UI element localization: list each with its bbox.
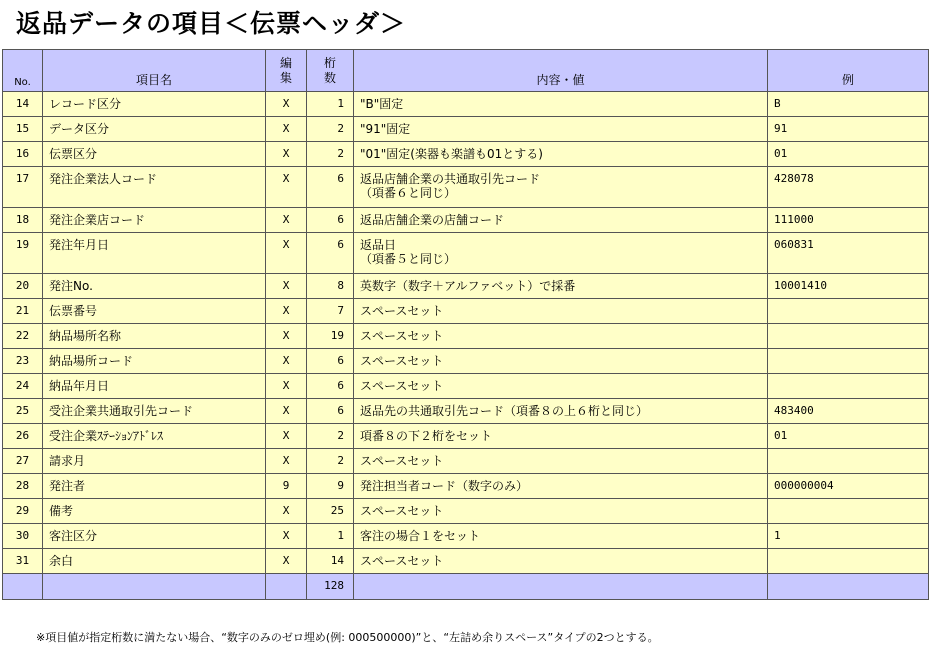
cell-item-name: 受注企業共通取引先コード <box>43 399 266 424</box>
cell-example: 000000004 <box>768 474 929 499</box>
cell-example <box>768 449 929 474</box>
cell-no: 17 <box>3 167 43 208</box>
header-item-name: 項目名 <box>43 50 266 92</box>
cell-item-name: 納品場所名称 <box>43 324 266 349</box>
cell-edit: X <box>266 92 307 117</box>
cell-edit: X <box>266 499 307 524</box>
table-row <box>3 167 929 208</box>
cell-no: 30 <box>3 524 43 549</box>
cell-edit: X <box>266 274 307 299</box>
table-row <box>3 474 929 499</box>
cell-item-name: 客注区分 <box>43 524 266 549</box>
cell-edit: X <box>266 449 307 474</box>
cell-item-name: 備考 <box>43 499 266 524</box>
total-row <box>3 574 929 600</box>
cell-digits: 6 <box>307 374 354 399</box>
table-row <box>3 399 929 424</box>
cell-example <box>768 324 929 349</box>
cell-digits: 6 <box>307 233 354 274</box>
cell-digits: 1 <box>307 524 354 549</box>
table-row <box>3 524 929 549</box>
cell-example <box>768 374 929 399</box>
header-digits: 桁 数 <box>307 50 354 92</box>
cell-no: 29 <box>3 499 43 524</box>
cell-example: 060831 <box>768 233 929 274</box>
table-row <box>3 374 929 399</box>
cell-content: スペースセット <box>354 299 768 324</box>
cell-no: 25 <box>3 399 43 424</box>
table-row <box>3 142 929 167</box>
cell-example: 01 <box>768 424 929 449</box>
table-row <box>3 208 929 233</box>
field-table <box>2 49 929 600</box>
cell-content: 英数字（数字＋アルファベット）で採番 <box>354 274 768 299</box>
table-row <box>3 349 929 374</box>
header-content: 内容・値 <box>354 50 768 92</box>
header-edit: 編 集 <box>266 50 307 92</box>
cell-edit: X <box>266 233 307 274</box>
cell-content: "91"固定 <box>354 117 768 142</box>
cell-example <box>768 499 929 524</box>
cell-digits: 2 <box>307 449 354 474</box>
cell-no: 24 <box>3 374 43 399</box>
cell-content: 返品店舗企業の店舗コード <box>354 208 768 233</box>
cell-content: 返品日 （項番５と同じ） <box>354 233 768 274</box>
cell-digits: 2 <box>307 142 354 167</box>
cell-content: 返品先の共通取引先コード（項番８の上６桁と同じ） <box>354 399 768 424</box>
table-row <box>3 549 929 574</box>
cell-digits: 6 <box>307 208 354 233</box>
cell-digits: 19 <box>307 324 354 349</box>
total-empty-cell <box>768 574 929 600</box>
total-digits: 128 <box>307 574 354 600</box>
cell-digits: 14 <box>307 549 354 574</box>
cell-no: 27 <box>3 449 43 474</box>
cell-example <box>768 299 929 324</box>
cell-no: 18 <box>3 208 43 233</box>
cell-edit: X <box>266 399 307 424</box>
table-row <box>3 424 929 449</box>
cell-item-name: 余白 <box>43 549 266 574</box>
footnote: ※項目値が指定桁数に満たない場合、“数字のみのゼロ埋め(例: 000500000)”と、“左詰め余りスペース”タイプの2つとする。 <box>36 631 659 644</box>
cell-content: "01"固定(楽器も楽譜も01とする) <box>354 142 768 167</box>
cell-edit: X <box>266 524 307 549</box>
cell-example <box>768 349 929 374</box>
cell-item-name: 納品年月日 <box>43 374 266 399</box>
cell-digits: 9 <box>307 474 354 499</box>
cell-no: 19 <box>3 233 43 274</box>
cell-example: 91 <box>768 117 929 142</box>
cell-digits: 2 <box>307 117 354 142</box>
total-empty-cell <box>266 574 307 600</box>
cell-edit: X <box>266 299 307 324</box>
total-empty-cell <box>3 574 43 600</box>
cell-edit: X <box>266 167 307 208</box>
cell-no: 28 <box>3 474 43 499</box>
cell-edit: X <box>266 142 307 167</box>
cell-edit: X <box>266 324 307 349</box>
cell-item-name: 発注No. <box>43 274 266 299</box>
cell-item-name: 伝票区分 <box>43 142 266 167</box>
cell-item-name: レコード区分 <box>43 92 266 117</box>
cell-example: 483400 <box>768 399 929 424</box>
cell-example: 01 <box>768 142 929 167</box>
cell-no: 26 <box>3 424 43 449</box>
table-row <box>3 92 929 117</box>
cell-item-name: 伝票番号 <box>43 299 266 324</box>
cell-no: 31 <box>3 549 43 574</box>
cell-edit: X <box>266 349 307 374</box>
cell-example: B <box>768 92 929 117</box>
total-empty-cell <box>354 574 768 600</box>
cell-digits: 6 <box>307 167 354 208</box>
page-title: 返品データの項目＜伝票ヘッダ＞ <box>16 9 407 38</box>
cell-edit: X <box>266 374 307 399</box>
table-row <box>3 117 929 142</box>
cell-content: スペースセット <box>354 499 768 524</box>
cell-no: 20 <box>3 274 43 299</box>
cell-no: 22 <box>3 324 43 349</box>
total-empty-cell <box>43 574 266 600</box>
cell-content: スペースセット <box>354 324 768 349</box>
cell-digits: 6 <box>307 349 354 374</box>
cell-item-name: データ区分 <box>43 117 266 142</box>
cell-item-name: 受注企業ｽﾃｰｼｮﾝｱﾄﾞﾚｽ <box>43 424 266 449</box>
cell-content: 発注担当者コード（数字のみ） <box>354 474 768 499</box>
cell-no: 15 <box>3 117 43 142</box>
table-row <box>3 299 929 324</box>
header-no: No. <box>3 50 43 92</box>
cell-no: 14 <box>3 92 43 117</box>
cell-example <box>768 549 929 574</box>
cell-edit: X <box>266 208 307 233</box>
cell-edit: X <box>266 424 307 449</box>
cell-edit: X <box>266 549 307 574</box>
header-row <box>3 50 929 92</box>
cell-item-name: 発注年月日 <box>43 233 266 274</box>
cell-content: スペースセット <box>354 349 768 374</box>
cell-digits: 8 <box>307 274 354 299</box>
cell-item-name: 請求月 <box>43 449 266 474</box>
cell-digits: 7 <box>307 299 354 324</box>
cell-example: 10001410 <box>768 274 929 299</box>
cell-digits: 25 <box>307 499 354 524</box>
table-row <box>3 233 929 274</box>
cell-example: 428078 <box>768 167 929 208</box>
cell-item-name: 発注企業店コード <box>43 208 266 233</box>
cell-content: 客注の場合１をセット <box>354 524 768 549</box>
cell-example: 111000 <box>768 208 929 233</box>
table-row <box>3 274 929 299</box>
table-row <box>3 499 929 524</box>
cell-content: "B"固定 <box>354 92 768 117</box>
cell-example: 1 <box>768 524 929 549</box>
table-row <box>3 449 929 474</box>
cell-digits: 2 <box>307 424 354 449</box>
cell-item-name: 納品場所コード <box>43 349 266 374</box>
cell-no: 16 <box>3 142 43 167</box>
cell-no: 21 <box>3 299 43 324</box>
cell-no: 23 <box>3 349 43 374</box>
cell-content: スペースセット <box>354 549 768 574</box>
table-row <box>3 324 929 349</box>
cell-content: 返品店舗企業の共通取引先コード （項番６と同じ） <box>354 167 768 208</box>
cell-digits: 1 <box>307 92 354 117</box>
cell-item-name: 発注者 <box>43 474 266 499</box>
cell-content: スペースセット <box>354 449 768 474</box>
cell-content: 項番８の下２桁をセット <box>354 424 768 449</box>
cell-edit: 9 <box>266 474 307 499</box>
cell-digits: 6 <box>307 399 354 424</box>
cell-edit: X <box>266 117 307 142</box>
cell-content: スペースセット <box>354 374 768 399</box>
header-example: 例 <box>768 50 929 92</box>
cell-item-name: 発注企業法人コード <box>43 167 266 208</box>
